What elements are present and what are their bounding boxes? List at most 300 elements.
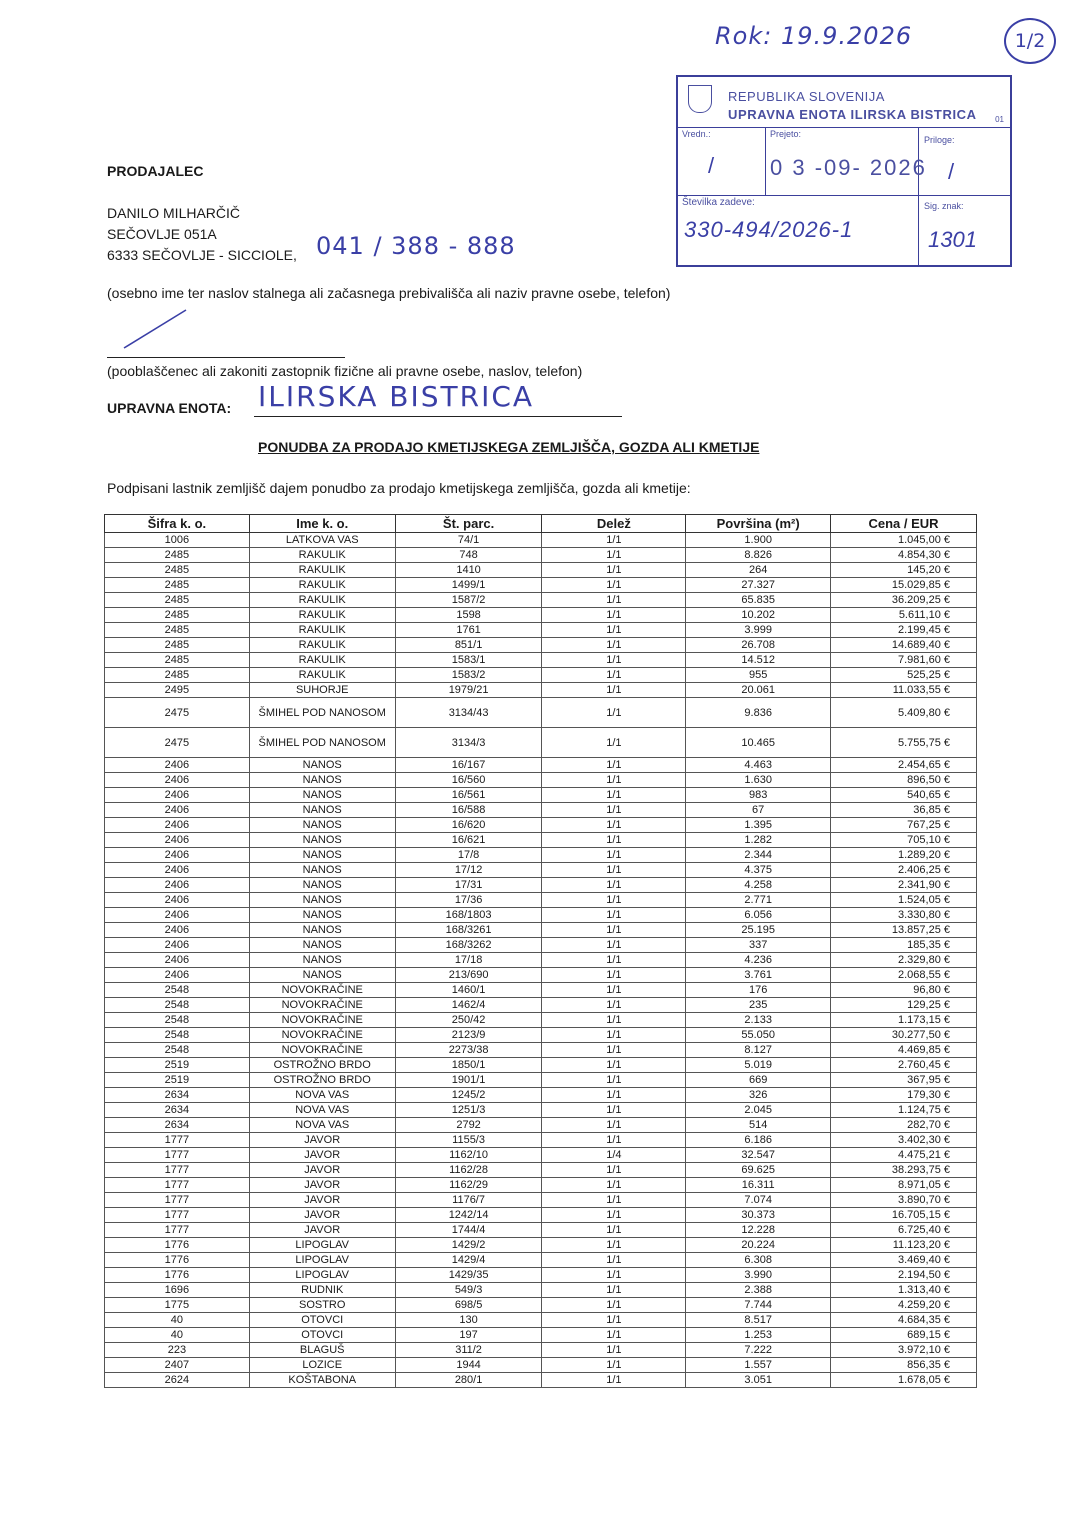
cell-ime-ko: RAKULIK [249, 653, 395, 668]
cell-delez: 1/1 [542, 1013, 686, 1028]
table-row [105, 653, 977, 668]
cell-cena: 145,20 € [831, 563, 977, 578]
table-row [105, 1058, 977, 1073]
cell-delez: 1/1 [542, 548, 686, 563]
cell-cena: 36,85 € [831, 803, 977, 818]
cell-ime-ko: NANOS [249, 938, 395, 953]
cell-povrsina: 7.744 [686, 1298, 831, 1313]
cell-cena: 11.123,20 € [831, 1238, 977, 1253]
cell-delez: 1/1 [542, 848, 686, 863]
cell-sifra-ko: 2406 [105, 878, 250, 893]
cell-st-parc: 130 [395, 1313, 542, 1328]
cell-cena: 14.689,40 € [831, 638, 977, 653]
table-row [105, 908, 977, 923]
stamp-label-case: Številka zadeve: [682, 197, 755, 208]
cell-delez: 1/1 [542, 1163, 686, 1178]
cell-st-parc: 311/2 [395, 1343, 542, 1358]
cell-st-parc: 1598 [395, 608, 542, 623]
cell-ime-ko: OSTROŽNO BRDO [249, 1073, 395, 1088]
cell-povrsina: 10.202 [686, 608, 831, 623]
cell-cena: 5.755,75 € [831, 728, 977, 758]
cell-povrsina: 14.512 [686, 653, 831, 668]
cell-ime-ko: NANOS [249, 818, 395, 833]
cell-cena: 896,50 € [831, 773, 977, 788]
cell-cena: 540,65 € [831, 788, 977, 803]
cell-cena: 7.981,60 € [831, 653, 977, 668]
cell-cena: 767,25 € [831, 818, 977, 833]
cell-povrsina: 669 [686, 1073, 831, 1088]
cell-ime-ko: JAVOR [249, 1163, 395, 1178]
table-row [105, 1043, 977, 1058]
cell-delez: 1/1 [542, 1028, 686, 1043]
cell-delez: 1/1 [542, 698, 686, 728]
cell-sifra-ko: 2624 [105, 1373, 250, 1388]
cell-sifra-ko: 2519 [105, 1073, 250, 1088]
cell-st-parc: 17/8 [395, 848, 542, 863]
cell-povrsina: 20.224 [686, 1238, 831, 1253]
table-row [105, 1163, 977, 1178]
table-row [105, 608, 977, 623]
cell-delez: 1/1 [542, 578, 686, 593]
cell-st-parc: 1162/29 [395, 1178, 542, 1193]
stamp-sig-code: 1301 [928, 227, 977, 252]
cell-st-parc: 280/1 [395, 1373, 542, 1388]
cell-povrsina: 6.056 [686, 908, 831, 923]
cell-cena: 11.033,55 € [831, 683, 977, 698]
cell-povrsina: 32.547 [686, 1148, 831, 1163]
cell-sifra-ko: 2406 [105, 938, 250, 953]
cell-ime-ko: NANOS [249, 803, 395, 818]
cell-povrsina: 264 [686, 563, 831, 578]
cell-cena: 3.330,80 € [831, 908, 977, 923]
cell-delez: 1/1 [542, 608, 686, 623]
header-delez: Delež [542, 515, 686, 533]
header-sifra-ko: Šifra k. o. [105, 515, 250, 533]
cell-st-parc: 1242/14 [395, 1208, 542, 1223]
cell-sifra-ko: 1777 [105, 1163, 250, 1178]
table-row [105, 1013, 977, 1028]
cell-povrsina: 7.074 [686, 1193, 831, 1208]
cell-delez: 1/1 [542, 623, 686, 638]
cell-st-parc: 1429/4 [395, 1253, 542, 1268]
cell-cena: 2.194,50 € [831, 1268, 977, 1283]
table-row [105, 848, 977, 863]
cell-povrsina: 4.258 [686, 878, 831, 893]
cell-st-parc: 250/42 [395, 1013, 542, 1028]
cell-sifra-ko: 2485 [105, 563, 250, 578]
cell-cena: 6.725,40 € [831, 1223, 977, 1238]
cell-sifra-ko: 2406 [105, 773, 250, 788]
cell-st-parc: 17/31 [395, 878, 542, 893]
cell-st-parc: 1587/2 [395, 593, 542, 608]
cell-cena: 367,95 € [831, 1073, 977, 1088]
cell-delez: 1/1 [542, 908, 686, 923]
cell-ime-ko: JAVOR [249, 1193, 395, 1208]
cell-ime-ko: RAKULIK [249, 563, 395, 578]
cell-sifra-ko: 1777 [105, 1208, 250, 1223]
table-row [105, 563, 977, 578]
cell-sifra-ko: 2406 [105, 848, 250, 863]
cell-ime-ko: NANOS [249, 908, 395, 923]
cell-st-parc: 1944 [395, 1358, 542, 1373]
cell-st-parc: 1429/35 [395, 1268, 542, 1283]
cell-cena: 525,25 € [831, 668, 977, 683]
table-row [105, 833, 977, 848]
table-row [105, 1073, 977, 1088]
cell-st-parc: 1499/1 [395, 578, 542, 593]
parcels-table [104, 514, 977, 1388]
seller-phone: 041 / 388 - 888 [316, 232, 516, 260]
cell-povrsina: 10.465 [686, 728, 831, 758]
cell-ime-ko: RAKULIK [249, 593, 395, 608]
cell-cena: 1.045,00 € [831, 533, 977, 548]
cell-sifra-ko: 2406 [105, 818, 250, 833]
cell-delez: 1/1 [542, 773, 686, 788]
cell-povrsina: 176 [686, 983, 831, 998]
cell-st-parc: 16/620 [395, 818, 542, 833]
cell-ime-ko: OTOVCI [249, 1313, 395, 1328]
cell-povrsina: 2.344 [686, 848, 831, 863]
table-row [105, 1118, 977, 1133]
cell-sifra-ko: 1776 [105, 1268, 250, 1283]
cell-cena: 2.199,45 € [831, 623, 977, 638]
cell-sifra-ko: 2485 [105, 548, 250, 563]
cell-ime-ko: NANOS [249, 758, 395, 773]
cell-povrsina: 514 [686, 1118, 831, 1133]
cell-cena: 96,80 € [831, 983, 977, 998]
cell-delez: 1/1 [542, 1193, 686, 1208]
cell-st-parc: 1850/1 [395, 1058, 542, 1073]
cell-ime-ko: NANOS [249, 863, 395, 878]
cell-povrsina: 2.388 [686, 1283, 831, 1298]
cell-ime-ko: NANOS [249, 833, 395, 848]
cell-st-parc: 16/561 [395, 788, 542, 803]
table-row [105, 1373, 977, 1388]
cell-sifra-ko: 2406 [105, 953, 250, 968]
cell-ime-ko: NOVA VAS [249, 1088, 395, 1103]
cell-cena: 5.611,10 € [831, 608, 977, 623]
cell-ime-ko: NOVOKRAČINE [249, 1028, 395, 1043]
cell-st-parc: 16/560 [395, 773, 542, 788]
table-row [105, 788, 977, 803]
cell-sifra-ko: 1776 [105, 1253, 250, 1268]
table-row [105, 638, 977, 653]
table-row [105, 1223, 977, 1238]
cell-sifra-ko: 2548 [105, 1028, 250, 1043]
cell-povrsina: 3.051 [686, 1373, 831, 1388]
cell-povrsina: 5.019 [686, 1058, 831, 1073]
cell-ime-ko: KOŠTABONA [249, 1373, 395, 1388]
table-row [105, 533, 977, 548]
cell-povrsina: 983 [686, 788, 831, 803]
stamp-code: 01 [995, 115, 1004, 124]
cell-povrsina: 7.222 [686, 1343, 831, 1358]
cell-st-parc: 1583/1 [395, 653, 542, 668]
page-marker: 1/2 [1004, 18, 1056, 64]
table-row [105, 998, 977, 1013]
cell-st-parc: 213/690 [395, 968, 542, 983]
cell-delez: 1/1 [542, 1223, 686, 1238]
table-row [105, 593, 977, 608]
header-povrsina: Površina (m²) [686, 515, 831, 533]
cell-sifra-ko: 2406 [105, 893, 250, 908]
cell-povrsina: 20.061 [686, 683, 831, 698]
cell-cena: 689,15 € [831, 1328, 977, 1343]
cell-sifra-ko: 2485 [105, 578, 250, 593]
cell-delez: 1/4 [542, 1148, 686, 1163]
cell-delez: 1/1 [542, 1058, 686, 1073]
cell-st-parc: 1176/7 [395, 1193, 542, 1208]
cell-delez: 1/1 [542, 1118, 686, 1133]
cell-ime-ko: ŠMIHEL POD NANOSOM [249, 728, 395, 758]
cell-ime-ko: NANOS [249, 968, 395, 983]
cell-delez: 1/1 [542, 1343, 686, 1358]
cell-cena: 15.029,85 € [831, 578, 977, 593]
cell-ime-ko: RAKULIK [249, 608, 395, 623]
cell-delez: 1/1 [542, 1073, 686, 1088]
cell-cena: 1.124,75 € [831, 1103, 977, 1118]
cell-delez: 1/1 [542, 788, 686, 803]
cell-sifra-ko: 2634 [105, 1088, 250, 1103]
cell-sifra-ko: 2406 [105, 968, 250, 983]
cell-povrsina: 55.050 [686, 1028, 831, 1043]
cell-cena: 129,25 € [831, 998, 977, 1013]
cell-sifra-ko: 2519 [105, 1058, 250, 1073]
cell-sifra-ko: 2485 [105, 593, 250, 608]
cell-povrsina: 4.236 [686, 953, 831, 968]
seller-note: (osebno ime ter naslov stalnega ali začasnega prebivališča ali naziv pravne osebe, telefon) [107, 285, 671, 301]
cell-sifra-ko: 2548 [105, 1013, 250, 1028]
cell-st-parc: 16/621 [395, 833, 542, 848]
cell-povrsina: 1.395 [686, 818, 831, 833]
cell-st-parc: 3134/43 [395, 698, 542, 728]
cell-st-parc: 1462/4 [395, 998, 542, 1013]
table-row [105, 818, 977, 833]
table-row [105, 1028, 977, 1043]
cell-povrsina: 8.127 [686, 1043, 831, 1058]
cell-povrsina: 26.708 [686, 638, 831, 653]
cell-sifra-ko: 1776 [105, 1238, 250, 1253]
cell-ime-ko: RUDNIK [249, 1283, 395, 1298]
cell-cena: 185,35 € [831, 938, 977, 953]
cell-st-parc: 1410 [395, 563, 542, 578]
cell-sifra-ko: 2548 [105, 983, 250, 998]
cell-povrsina: 3.761 [686, 968, 831, 983]
cell-ime-ko: LIPOGLAV [249, 1268, 395, 1283]
receipt-stamp [676, 75, 1012, 267]
cell-ime-ko: JAVOR [249, 1178, 395, 1193]
cell-delez: 1/1 [542, 1328, 686, 1343]
cell-delez: 1/1 [542, 728, 686, 758]
stamp-label-sig: Sig. znak: [924, 201, 964, 211]
cell-delez: 1/1 [542, 983, 686, 998]
cell-ime-ko: NANOS [249, 923, 395, 938]
cell-cena: 2.068,55 € [831, 968, 977, 983]
cell-povrsina: 3.990 [686, 1268, 831, 1283]
cell-sifra-ko: 2485 [105, 668, 250, 683]
cell-delez: 1/1 [542, 863, 686, 878]
cell-cena: 2.760,45 € [831, 1058, 977, 1073]
table-row [105, 1343, 977, 1358]
cell-ime-ko: NANOS [249, 893, 395, 908]
cell-delez: 1/1 [542, 1088, 686, 1103]
cell-povrsina: 4.463 [686, 758, 831, 773]
cell-st-parc: 748 [395, 548, 542, 563]
cell-sifra-ko: 2485 [105, 623, 250, 638]
cell-delez: 1/1 [542, 1253, 686, 1268]
cell-delez: 1/1 [542, 1373, 686, 1388]
cell-st-parc: 1744/4 [395, 1223, 542, 1238]
table-row [105, 1193, 977, 1208]
cell-cena: 3.469,40 € [831, 1253, 977, 1268]
stamp-republic: REPUBLIKA SLOVENIJA [728, 89, 885, 104]
cell-cena: 5.409,80 € [831, 698, 977, 728]
cell-sifra-ko: 223 [105, 1343, 250, 1358]
cell-cena: 1.289,20 € [831, 848, 977, 863]
cell-povrsina: 6.308 [686, 1253, 831, 1268]
cell-st-parc: 1583/2 [395, 668, 542, 683]
seller-address: SEČOVLJE 051A [107, 226, 217, 242]
cell-sifra-ko: 2406 [105, 758, 250, 773]
cell-ime-ko: RAKULIK [249, 623, 395, 638]
cell-ime-ko: JAVOR [249, 1208, 395, 1223]
cell-povrsina: 2.771 [686, 893, 831, 908]
table-row [105, 1283, 977, 1298]
cell-delez: 1/1 [542, 998, 686, 1013]
cell-delez: 1/1 [542, 1268, 686, 1283]
cell-st-parc: 2792 [395, 1118, 542, 1133]
cell-ime-ko: LIPOGLAV [249, 1253, 395, 1268]
cell-delez: 1/1 [542, 683, 686, 698]
cell-cena: 4.854,30 € [831, 548, 977, 563]
cell-cena: 16.705,15 € [831, 1208, 977, 1223]
cell-sifra-ko: 1696 [105, 1283, 250, 1298]
table-row [105, 1208, 977, 1223]
cell-povrsina: 16.311 [686, 1178, 831, 1193]
cell-sifra-ko: 2406 [105, 863, 250, 878]
cell-sifra-ko: 2475 [105, 728, 250, 758]
stamp-label-prejeto: Prejeto: [770, 129, 802, 139]
cell-delez: 1/1 [542, 923, 686, 938]
table-row [105, 773, 977, 788]
cell-ime-ko: NOVOKRAČINE [249, 1013, 395, 1028]
cell-delez: 1/1 [542, 653, 686, 668]
cell-delez: 1/1 [542, 593, 686, 608]
cell-sifra-ko: 2406 [105, 788, 250, 803]
cell-delez: 1/1 [542, 1208, 686, 1223]
cell-st-parc: 1901/1 [395, 1073, 542, 1088]
cell-delez: 1/1 [542, 638, 686, 653]
cell-ime-ko: JAVOR [249, 1133, 395, 1148]
deadline-annotation: Rok: 19.9.2026 [715, 22, 913, 50]
cell-cena: 2.329,80 € [831, 953, 977, 968]
cell-povrsina: 25.195 [686, 923, 831, 938]
table-row [105, 1088, 977, 1103]
cell-ime-ko: BLAGUŠ [249, 1343, 395, 1358]
cell-ime-ko: OTOVCI [249, 1328, 395, 1343]
cell-ime-ko: RAKULIK [249, 638, 395, 653]
cell-st-parc: 168/3261 [395, 923, 542, 938]
cell-sifra-ko: 1777 [105, 1133, 250, 1148]
document-title: PONUDBA ZA PRODAJO KMETIJSKEGA ZEMLJIŠČA, GOZDA ALI KMETIJE [258, 439, 760, 455]
cell-ime-ko: NOVOKRAČINE [249, 1043, 395, 1058]
cell-delez: 1/1 [542, 1298, 686, 1313]
cell-cena: 3.402,30 € [831, 1133, 977, 1148]
cell-povrsina: 1.253 [686, 1328, 831, 1343]
cell-cena: 1.313,40 € [831, 1283, 977, 1298]
cell-cena: 856,35 € [831, 1358, 977, 1373]
seller-city: 6333 SEČOVLJE - SICCIOLE, [107, 247, 297, 263]
stamp-priloge-value: / [948, 159, 955, 184]
cell-st-parc: 17/36 [395, 893, 542, 908]
table-row [105, 1298, 977, 1313]
representative-note: (pooblaščenec ali zakoniti zastopnik fizične ali pravne osebe, naslov, telefon) [107, 363, 583, 379]
cell-st-parc: 17/18 [395, 953, 542, 968]
cell-cena: 4.259,20 € [831, 1298, 977, 1313]
cell-sifra-ko: 1006 [105, 533, 250, 548]
cell-sifra-ko: 2634 [105, 1103, 250, 1118]
header-ime-ko: Ime k. o. [249, 515, 395, 533]
cell-sifra-ko: 2406 [105, 833, 250, 848]
cell-povrsina: 69.625 [686, 1163, 831, 1178]
cell-ime-ko: NOVOKRAČINE [249, 983, 395, 998]
cell-sifra-ko: 2485 [105, 608, 250, 623]
cell-cena: 1.678,05 € [831, 1373, 977, 1388]
stamp-vredn-value: / [708, 153, 715, 178]
stamp-office: UPRAVNA ENOTA ILIRSKA BISTRICA [728, 107, 977, 122]
cell-delez: 1/1 [542, 1358, 686, 1373]
cell-cena: 1.524,05 € [831, 893, 977, 908]
cell-delez: 1/1 [542, 833, 686, 848]
cell-delez: 1/1 [542, 1283, 686, 1298]
cell-ime-ko: NOVOKRAČINE [249, 998, 395, 1013]
table-row [105, 863, 977, 878]
cell-sifra-ko: 2406 [105, 923, 250, 938]
cell-povrsina: 1.900 [686, 533, 831, 548]
cell-povrsina: 4.375 [686, 863, 831, 878]
cell-povrsina: 235 [686, 998, 831, 1013]
cell-st-parc: 1155/3 [395, 1133, 542, 1148]
cell-delez: 1/1 [542, 878, 686, 893]
cell-delez: 1/1 [542, 803, 686, 818]
cell-st-parc: 1251/3 [395, 1103, 542, 1118]
cell-cena: 179,30 € [831, 1088, 977, 1103]
cell-st-parc: 1460/1 [395, 983, 542, 998]
table-row [105, 803, 977, 818]
table-row [105, 1148, 977, 1163]
cell-st-parc: 16/588 [395, 803, 542, 818]
cell-ime-ko: JAVOR [249, 1223, 395, 1238]
cell-cena: 36.209,25 € [831, 593, 977, 608]
cell-st-parc: 1245/2 [395, 1088, 542, 1103]
cell-ime-ko: NANOS [249, 878, 395, 893]
cell-ime-ko: JAVOR [249, 1148, 395, 1163]
cell-sifra-ko: 2475 [105, 698, 250, 728]
cell-povrsina: 9.836 [686, 698, 831, 728]
cell-povrsina: 12.228 [686, 1223, 831, 1238]
seller-name: DANILO MILHARČIČ [107, 205, 241, 221]
cell-cena: 38.293,75 € [831, 1163, 977, 1178]
cell-st-parc: 1761 [395, 623, 542, 638]
cell-sifra-ko: 2548 [105, 1043, 250, 1058]
table-row [105, 698, 977, 728]
cell-cena: 13.857,25 € [831, 923, 977, 938]
table-row [105, 923, 977, 938]
intro-text: Podpisani lastnik zemljišč dajem ponudbo za prodajo kmetijskega zemljišča, gozda ali kmetije: [107, 480, 691, 496]
cell-st-parc: 549/3 [395, 1283, 542, 1298]
cell-st-parc: 197 [395, 1328, 542, 1343]
cell-st-parc: 1162/10 [395, 1148, 542, 1163]
